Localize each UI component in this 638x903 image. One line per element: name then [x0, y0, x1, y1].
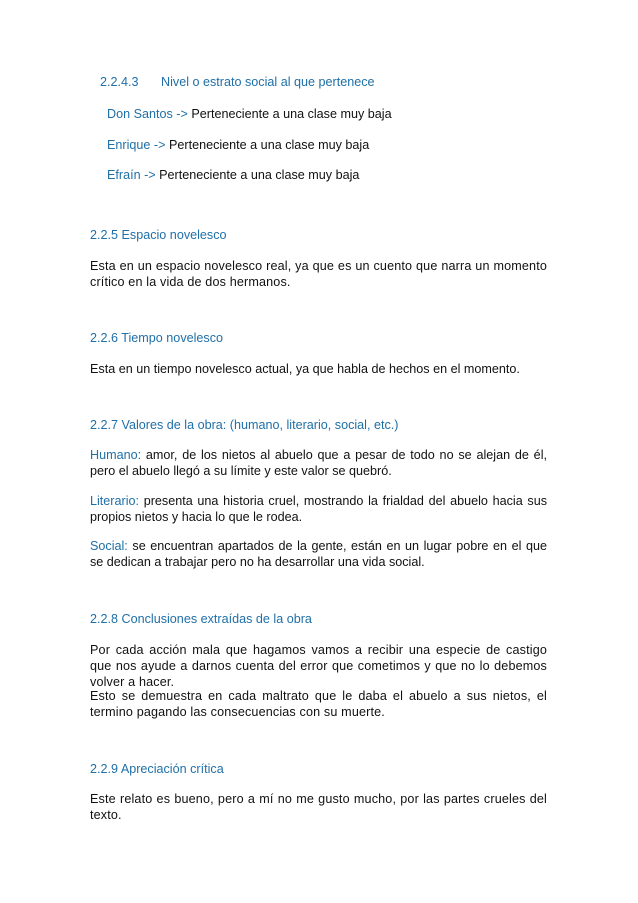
valor-text: se encuentran apartados de la gente, están en un lugar pobre en el que se dedican a trabajar pero no ha desarrollar una vida social. — [90, 539, 547, 569]
section-title-valores: 2.2.7 Valores de la obra: (humano, literario, social, etc.) — [90, 418, 399, 432]
paragraph-tiempo: Esta en un tiempo novelesco actual, ya que habla de hechos en el momento. — [90, 362, 520, 376]
character-name: Efraín -> — [107, 168, 156, 182]
valor-text: presenta una historia cruel, mostrando la frialdad del abuelo hacia sus propios nietos y hacia lo que le rodea. — [90, 494, 547, 524]
paragraph-valor-social — [90, 538, 547, 570]
character-line-don-santos — [107, 107, 392, 121]
sub-section-number: 2.2.4.3 — [100, 75, 139, 89]
sub-section-title: Nivel o estrato social al que pertenece — [161, 75, 375, 89]
paragraph-conclusiones-2: Esto se demuestra en cada maltrato que le daba el abuelo a sus nietos, el termino pagando las consecuencias con su muerte. — [90, 689, 547, 719]
sub-section-heading — [100, 75, 375, 89]
character-class: Perteneciente a una clase muy baja — [159, 168, 360, 182]
valor-label: Humano: — [90, 448, 142, 462]
character-line-efrain — [107, 168, 359, 182]
character-name: Enrique -> — [107, 138, 166, 152]
section-title-espacio: 2.2.5 Espacio novelesco — [90, 228, 227, 242]
character-class: Perteneciente a una clase muy baja — [168, 138, 370, 152]
paragraph-espacio: Esta en un espacio novelesco real, ya que es un cuento que narra un momento crítico en la vida de dos hermanos. — [90, 259, 547, 289]
section-title-apreciacion: 2.2.9 Apreciación crítica — [90, 762, 224, 776]
valor-text: amor, de los nietos al abuelo que a pesar de todo no se alejan de él, pero el abuelo llegó a su límite y este valor se quebró. — [90, 448, 547, 478]
paragraph-conclusiones-1: Por cada acción mala que hagamos vamos a recibir una especie de castigo que nos ayude a darnos cuenta del error que cometimos y que no lo debemos volver a hacer. — [90, 643, 547, 689]
section-title-tiempo: 2.2.6 Tiempo novelesco — [90, 331, 224, 345]
valor-label: Social: — [90, 539, 128, 553]
paragraph-valor-literario — [90, 493, 547, 525]
paragraph-apreciacion: Este relato es bueno, pero a mí no me gusto mucho, por las partes crueles del texto. — [90, 792, 547, 822]
character-class: Perteneciente a una clase muy baja — [191, 107, 392, 121]
valor-label: Literario: — [90, 494, 139, 508]
character-line-enrique — [107, 138, 369, 152]
character-name: Don Santos -> — [107, 107, 188, 121]
section-title-conclusiones: 2.2.8 Conclusiones extraídas de la obra — [90, 612, 312, 626]
paragraph-valor-humano — [90, 447, 547, 479]
